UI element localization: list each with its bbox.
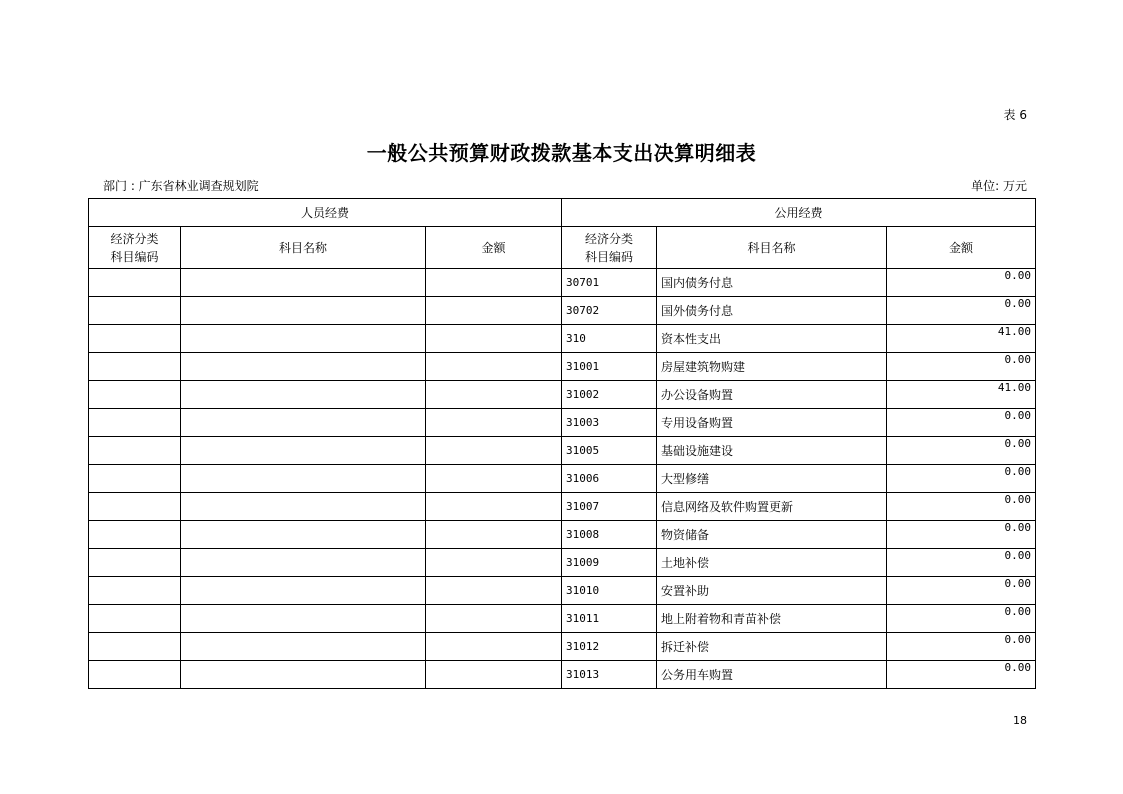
public-code-cell: 310 (562, 325, 657, 353)
public-code-cell: 31002 (562, 381, 657, 409)
personnel-code-cell (89, 409, 181, 437)
personnel-code-cell (89, 633, 181, 661)
table-row (89, 661, 1036, 689)
personnel-code-cell (89, 297, 181, 325)
public-name-cell: 资本性支出 (657, 325, 887, 353)
personnel-code-cell (89, 493, 181, 521)
personnel-amount-cell (426, 381, 562, 409)
personnel-name-header: 科目名称 (181, 227, 426, 269)
personnel-amount-cell (426, 325, 562, 353)
public-amount-cell: 0.00 (887, 577, 1036, 605)
table-row (89, 381, 1036, 409)
personnel-code-cell (89, 661, 181, 689)
department-label: 部门 : 广东省林业调查规划院 (103, 179, 259, 193)
personnel-name-cell (181, 409, 426, 437)
personnel-name-cell (181, 661, 426, 689)
public-name-cell: 房屋建筑物购建 (657, 353, 887, 381)
personnel-name-cell (181, 493, 426, 521)
table-row (89, 353, 1036, 381)
public-code-cell: 31012 (562, 633, 657, 661)
public-amount-cell: 0.00 (887, 521, 1036, 549)
public-code-cell: 30701 (562, 269, 657, 297)
public-code-cell: 31013 (562, 661, 657, 689)
header-row-columns (89, 227, 1036, 269)
public-amount-cell: 0.00 (887, 549, 1036, 577)
personnel-name-cell (181, 269, 426, 297)
table-row (89, 437, 1036, 465)
personnel-code-cell (89, 577, 181, 605)
personnel-amount-cell (426, 605, 562, 633)
personnel-amount-header: 金额 (426, 227, 562, 269)
personnel-amount-cell (426, 633, 562, 661)
personnel-amount-cell (426, 465, 562, 493)
personnel-name-cell (181, 605, 426, 633)
personnel-name-cell (181, 297, 426, 325)
public-name-cell: 办公设备购置 (657, 381, 887, 409)
personnel-amount-cell (426, 661, 562, 689)
personnel-name-cell (181, 353, 426, 381)
table-row (89, 409, 1036, 437)
personnel-name-cell (181, 549, 426, 577)
public-amount-cell: 41.00 (887, 381, 1036, 409)
table-row (89, 577, 1036, 605)
personnel-name-cell (181, 437, 426, 465)
personnel-name-cell (181, 633, 426, 661)
personnel-amount-cell (426, 353, 562, 381)
page-number: 18 (1013, 714, 1027, 727)
public-name-cell: 大型修缮 (657, 465, 887, 493)
table-row (89, 549, 1036, 577)
personnel-amount-cell (426, 409, 562, 437)
public-amount-cell: 0.00 (887, 297, 1036, 325)
public-amount-cell: 0.00 (887, 493, 1036, 521)
public-amount-cell: 0.00 (887, 661, 1036, 689)
public-amount-cell: 0.00 (887, 605, 1036, 633)
page-title: 一般公共预算财政拨款基本支出决算明细表 (366, 141, 757, 165)
personnel-code-cell (89, 549, 181, 577)
public-name-cell: 地上附着物和青苗补偿 (657, 605, 887, 633)
public-amount-cell: 0.00 (887, 353, 1036, 381)
personnel-header: 人员经费 (89, 199, 562, 227)
public-code-cell: 30702 (562, 297, 657, 325)
table-number: 表 6 (1003, 108, 1027, 122)
personnel-name-cell (181, 325, 426, 353)
public-name-cell: 基础设施建设 (657, 437, 887, 465)
public-amount-cell: 0.00 (887, 437, 1036, 465)
public-name-cell: 国外债务付息 (657, 297, 887, 325)
personnel-code-cell (89, 269, 181, 297)
public-code-cell: 31010 (562, 577, 657, 605)
public-name-cell: 安置补助 (657, 577, 887, 605)
personnel-amount-cell (426, 437, 562, 465)
personnel-code-cell (89, 437, 181, 465)
public-name-cell: 公务用车购置 (657, 661, 887, 689)
public-name-cell: 土地补偿 (657, 549, 887, 577)
public-name-cell: 专用设备购置 (657, 409, 887, 437)
personnel-code-cell (89, 605, 181, 633)
personnel-amount-cell (426, 269, 562, 297)
public-code-cell: 31008 (562, 521, 657, 549)
public-code-cell: 31011 (562, 605, 657, 633)
table-row (89, 521, 1036, 549)
public-amount-header: 金额 (887, 227, 1036, 269)
public-code-cell: 31005 (562, 437, 657, 465)
public-header: 公用经费 (562, 199, 1036, 227)
table-row (89, 605, 1036, 633)
personnel-code-cell (89, 381, 181, 409)
public-code-cell: 31006 (562, 465, 657, 493)
public-name-cell: 国内债务付息 (657, 269, 887, 297)
public-amount-cell: 0.00 (887, 269, 1036, 297)
personnel-code-cell (89, 353, 181, 381)
personnel-amount-cell (426, 297, 562, 325)
table-row (89, 633, 1036, 661)
personnel-name-cell (181, 577, 426, 605)
public-code-cell: 31003 (562, 409, 657, 437)
personnel-amount-cell (426, 493, 562, 521)
public-amount-cell: 0.00 (887, 465, 1036, 493)
public-name-cell: 信息网络及软件购置更新 (657, 493, 887, 521)
personnel-code-header: 经济分类 科目编码 (89, 227, 181, 269)
personnel-code-cell (89, 521, 181, 549)
personnel-code-cell (89, 325, 181, 353)
personnel-amount-cell (426, 521, 562, 549)
personnel-name-cell (181, 381, 426, 409)
header-row-group (89, 199, 1036, 227)
table-row (89, 325, 1036, 353)
public-name-cell: 物资储备 (657, 521, 887, 549)
public-code-cell: 31007 (562, 493, 657, 521)
unit-label: 单位: 万元 (971, 179, 1027, 193)
table-row (89, 493, 1036, 521)
table-row (89, 269, 1036, 297)
personnel-code-cell (89, 465, 181, 493)
public-code-cell: 31001 (562, 353, 657, 381)
public-amount-cell: 0.00 (887, 633, 1036, 661)
public-name-header: 科目名称 (657, 227, 887, 269)
public-name-cell: 拆迁补偿 (657, 633, 887, 661)
personnel-name-cell (181, 465, 426, 493)
table-row (89, 465, 1036, 493)
personnel-amount-cell (426, 577, 562, 605)
expenditure-table (88, 198, 1036, 689)
public-code-cell: 31009 (562, 549, 657, 577)
public-code-header: 经济分类 科目编码 (562, 227, 657, 269)
public-amount-cell: 0.00 (887, 409, 1036, 437)
table-row (89, 297, 1036, 325)
personnel-name-cell (181, 521, 426, 549)
personnel-amount-cell (426, 549, 562, 577)
public-amount-cell: 41.00 (887, 325, 1036, 353)
